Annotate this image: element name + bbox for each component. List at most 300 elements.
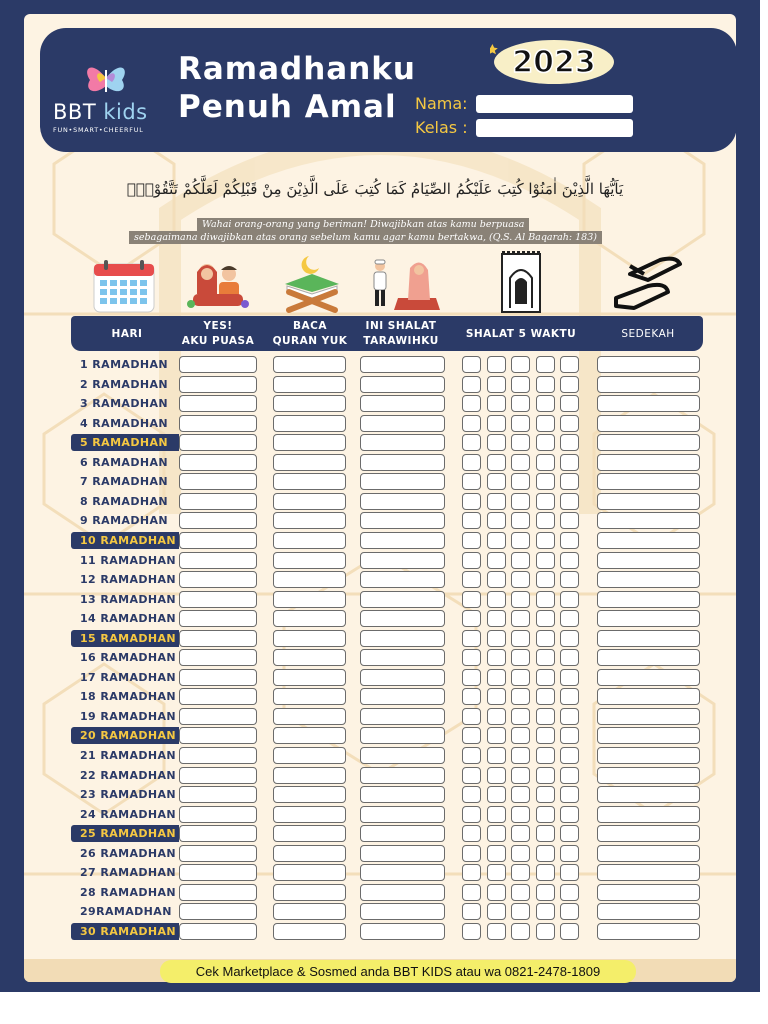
quran-box[interactable] bbox=[273, 903, 346, 920]
shalat-maghrib-checkbox[interactable] bbox=[536, 923, 555, 940]
sedekah-box[interactable] bbox=[597, 415, 700, 432]
shalat-ashar-checkbox[interactable] bbox=[511, 395, 530, 412]
puasa-box[interactable] bbox=[179, 610, 257, 627]
sedekah-box[interactable] bbox=[597, 688, 700, 705]
table-row bbox=[0, 688, 768, 708]
shalat-ashar-checkbox[interactable] bbox=[511, 571, 530, 588]
day-label: 24 RAMADHAN bbox=[80, 807, 177, 821]
tarawih-box[interactable] bbox=[360, 473, 445, 490]
shalat-maghrib-checkbox[interactable] bbox=[536, 454, 555, 471]
shalat-dzuhur-checkbox[interactable] bbox=[487, 884, 506, 901]
puasa-box[interactable] bbox=[179, 708, 257, 725]
translation-line-1: Wahai orang-orang yang beriman! Diwajibkan atas kamu berpuasa bbox=[197, 218, 529, 231]
shalat-ashar-checkbox[interactable] bbox=[511, 376, 530, 393]
shalat-dzuhur-checkbox[interactable] bbox=[487, 356, 506, 373]
puasa-box[interactable] bbox=[179, 786, 257, 803]
shalat-maghrib-checkbox[interactable] bbox=[536, 864, 555, 881]
day-label: 12 RAMADHAN bbox=[80, 573, 177, 587]
sedekah-box[interactable] bbox=[597, 552, 700, 569]
sedekah-box[interactable] bbox=[597, 512, 700, 529]
shalat-dzuhur-checkbox[interactable] bbox=[487, 708, 506, 725]
sedekah-box[interactable] bbox=[597, 767, 700, 784]
puasa-box[interactable] bbox=[179, 767, 257, 784]
table-row bbox=[0, 864, 768, 884]
shalat-isya-checkbox[interactable] bbox=[560, 552, 579, 569]
shalat-dzuhur-checkbox[interactable] bbox=[487, 767, 506, 784]
shalat-isya-checkbox[interactable] bbox=[560, 493, 579, 510]
shalat-maghrib-checkbox[interactable] bbox=[536, 630, 555, 647]
tarawih-box[interactable] bbox=[360, 591, 445, 608]
puasa-box[interactable] bbox=[179, 395, 257, 412]
sedekah-box[interactable] bbox=[597, 591, 700, 608]
puasa-box[interactable] bbox=[179, 923, 257, 940]
sedekah-box[interactable] bbox=[597, 376, 700, 393]
shalat-ashar-checkbox[interactable] bbox=[511, 356, 530, 373]
shalat-dzuhur-checkbox[interactable] bbox=[487, 630, 506, 647]
shalat-dzuhur-checkbox[interactable] bbox=[487, 473, 506, 490]
sedekah-box[interactable] bbox=[597, 630, 700, 647]
day-label: 22 RAMADHAN bbox=[80, 768, 177, 782]
sedekah-box[interactable] bbox=[597, 669, 700, 686]
tarawih-box[interactable] bbox=[360, 376, 445, 393]
quran-stand-icon bbox=[279, 252, 345, 314]
puasa-box[interactable] bbox=[179, 630, 257, 647]
table-row bbox=[0, 747, 768, 767]
shalat-ashar-checkbox[interactable] bbox=[511, 786, 530, 803]
shalat-subuh-checkbox[interactable] bbox=[462, 727, 481, 744]
quran-box[interactable] bbox=[273, 767, 346, 784]
day-label: 27 RAMADHAN bbox=[80, 866, 177, 880]
table-row bbox=[0, 923, 768, 943]
shalat-maghrib-checkbox[interactable] bbox=[536, 903, 555, 920]
shalat-maghrib-checkbox[interactable] bbox=[536, 669, 555, 686]
shalat-ashar-checkbox[interactable] bbox=[511, 669, 530, 686]
shalat-dzuhur-checkbox[interactable] bbox=[487, 395, 506, 412]
tarawih-box[interactable] bbox=[360, 903, 445, 920]
shalat-isya-checkbox[interactable] bbox=[560, 864, 579, 881]
puasa-box[interactable] bbox=[179, 845, 257, 862]
shalat-ashar-checkbox[interactable] bbox=[511, 610, 530, 627]
shalat-ashar-checkbox[interactable] bbox=[511, 688, 530, 705]
shalat-isya-checkbox[interactable] bbox=[560, 806, 579, 823]
shalat-maghrib-checkbox[interactable] bbox=[536, 806, 555, 823]
shalat-isya-checkbox[interactable] bbox=[560, 669, 579, 686]
tarawih-box[interactable] bbox=[360, 864, 445, 881]
shalat-ashar-checkbox[interactable] bbox=[511, 845, 530, 862]
shalat-dzuhur-checkbox[interactable] bbox=[487, 806, 506, 823]
shalat-subuh-checkbox[interactable] bbox=[462, 688, 481, 705]
quran-box[interactable] bbox=[273, 845, 346, 862]
quran-box[interactable] bbox=[273, 356, 346, 373]
shalat-maghrib-checkbox[interactable] bbox=[536, 571, 555, 588]
shalat-subuh-checkbox[interactable] bbox=[462, 610, 481, 627]
puasa-box[interactable] bbox=[179, 727, 257, 744]
shalat-dzuhur-checkbox[interactable] bbox=[487, 454, 506, 471]
shalat-dzuhur-checkbox[interactable] bbox=[487, 552, 506, 569]
quran-box[interactable] bbox=[273, 376, 346, 393]
quran-box[interactable] bbox=[273, 727, 346, 744]
tarawih-box[interactable] bbox=[360, 688, 445, 705]
shalat-isya-checkbox[interactable] bbox=[560, 376, 579, 393]
tarawih-box[interactable] bbox=[360, 786, 445, 803]
tarawih-box[interactable] bbox=[360, 649, 445, 666]
tarawih-box[interactable] bbox=[360, 571, 445, 588]
shalat-ashar-checkbox[interactable] bbox=[511, 767, 530, 784]
shalat-maghrib-checkbox[interactable] bbox=[536, 552, 555, 569]
quran-box[interactable] bbox=[273, 864, 346, 881]
shalat-subuh-checkbox[interactable] bbox=[462, 825, 481, 842]
puasa-box[interactable] bbox=[179, 434, 257, 451]
day-label: 7 RAMADHAN bbox=[80, 475, 168, 489]
shalat-subuh-checkbox[interactable] bbox=[462, 923, 481, 940]
table-row bbox=[0, 512, 768, 532]
quran-box[interactable] bbox=[273, 708, 346, 725]
tarawih-box[interactable] bbox=[360, 356, 445, 373]
sedekah-box[interactable] bbox=[597, 356, 700, 373]
shalat-isya-checkbox[interactable] bbox=[560, 630, 579, 647]
puasa-box[interactable] bbox=[179, 903, 257, 920]
shalat-isya-checkbox[interactable] bbox=[560, 747, 579, 764]
shalat-dzuhur-checkbox[interactable] bbox=[487, 825, 506, 842]
tarawih-box[interactable] bbox=[360, 610, 445, 627]
shalat-subuh-checkbox[interactable] bbox=[462, 591, 481, 608]
shalat-isya-checkbox[interactable] bbox=[560, 923, 579, 940]
shalat-subuh-checkbox[interactable] bbox=[462, 395, 481, 412]
kelas-field[interactable] bbox=[476, 119, 633, 137]
tarawih-box[interactable] bbox=[360, 454, 445, 471]
col-quran-line-2: QURAN YUK bbox=[272, 335, 348, 347]
shalat-dzuhur-checkbox[interactable] bbox=[487, 727, 506, 744]
day-label: 13 RAMADHAN bbox=[80, 592, 177, 606]
sedekah-box[interactable] bbox=[597, 825, 700, 842]
shalat-subuh-checkbox[interactable] bbox=[462, 786, 481, 803]
shalat-subuh-checkbox[interactable] bbox=[462, 512, 481, 529]
shalat-ashar-checkbox[interactable] bbox=[511, 434, 530, 451]
shalat-isya-checkbox[interactable] bbox=[560, 786, 579, 803]
quran-box[interactable] bbox=[273, 532, 346, 549]
shalat-maghrib-checkbox[interactable] bbox=[536, 473, 555, 490]
shalat-subuh-checkbox[interactable] bbox=[462, 415, 481, 432]
table-row bbox=[0, 630, 768, 650]
shalat-subuh-checkbox[interactable] bbox=[462, 376, 481, 393]
puasa-box[interactable] bbox=[179, 356, 257, 373]
quran-box[interactable] bbox=[273, 552, 346, 569]
sedekah-box[interactable] bbox=[597, 708, 700, 725]
sedekah-box[interactable] bbox=[597, 923, 700, 940]
quran-box[interactable] bbox=[273, 669, 346, 686]
shalat-maghrib-checkbox[interactable] bbox=[536, 884, 555, 901]
quran-box[interactable] bbox=[273, 747, 346, 764]
quran-box[interactable] bbox=[273, 571, 346, 588]
shalat-isya-checkbox[interactable] bbox=[560, 415, 579, 432]
sedekah-box[interactable] bbox=[597, 610, 700, 627]
tarawih-box[interactable] bbox=[360, 708, 445, 725]
shalat-ashar-checkbox[interactable] bbox=[511, 708, 530, 725]
shalat-subuh-checkbox[interactable] bbox=[462, 630, 481, 647]
shalat-maghrib-checkbox[interactable] bbox=[536, 610, 555, 627]
shalat-maghrib-checkbox[interactable] bbox=[536, 356, 555, 373]
sedekah-box[interactable] bbox=[597, 903, 700, 920]
brand-name-a: BBT bbox=[53, 100, 104, 124]
shalat-dzuhur-checkbox[interactable] bbox=[487, 649, 506, 666]
tarawih-box[interactable] bbox=[360, 747, 445, 764]
shalat-subuh-checkbox[interactable] bbox=[462, 845, 481, 862]
quran-box[interactable] bbox=[273, 395, 346, 412]
quran-box[interactable] bbox=[273, 473, 346, 490]
sedekah-box[interactable] bbox=[597, 884, 700, 901]
shalat-dzuhur-checkbox[interactable] bbox=[487, 903, 506, 920]
shalat-subuh-checkbox[interactable] bbox=[462, 493, 481, 510]
shalat-ashar-checkbox[interactable] bbox=[511, 512, 530, 529]
quran-box[interactable] bbox=[273, 806, 346, 823]
sedekah-box[interactable] bbox=[597, 571, 700, 588]
shalat-isya-checkbox[interactable] bbox=[560, 571, 579, 588]
shalat-subuh-checkbox[interactable] bbox=[462, 747, 481, 764]
shalat-subuh-checkbox[interactable] bbox=[462, 532, 481, 549]
quran-box[interactable] bbox=[273, 415, 346, 432]
shalat-ashar-checkbox[interactable] bbox=[511, 415, 530, 432]
puasa-box[interactable] bbox=[179, 864, 257, 881]
shalat-subuh-checkbox[interactable] bbox=[462, 552, 481, 569]
shalat-maghrib-checkbox[interactable] bbox=[536, 786, 555, 803]
table-row bbox=[0, 727, 768, 747]
puasa-box[interactable] bbox=[179, 825, 257, 842]
shalat-maghrib-checkbox[interactable] bbox=[536, 434, 555, 451]
shalat-isya-checkbox[interactable] bbox=[560, 454, 579, 471]
shalat-dzuhur-checkbox[interactable] bbox=[487, 610, 506, 627]
puasa-box[interactable] bbox=[179, 512, 257, 529]
sedekah-box[interactable] bbox=[597, 727, 700, 744]
sedekah-box[interactable] bbox=[597, 454, 700, 471]
puasa-box[interactable] bbox=[179, 454, 257, 471]
sedekah-box[interactable] bbox=[597, 864, 700, 881]
shalat-subuh-checkbox[interactable] bbox=[462, 454, 481, 471]
tarawih-box[interactable] bbox=[360, 434, 445, 451]
shalat-ashar-checkbox[interactable] bbox=[511, 884, 530, 901]
shalat-ashar-checkbox[interactable] bbox=[511, 454, 530, 471]
shalat-dzuhur-checkbox[interactable] bbox=[487, 591, 506, 608]
puasa-box[interactable] bbox=[179, 473, 257, 490]
shalat-ashar-checkbox[interactable] bbox=[511, 630, 530, 647]
tarawih-box[interactable] bbox=[360, 884, 445, 901]
shalat-isya-checkbox[interactable] bbox=[560, 473, 579, 490]
puasa-box[interactable] bbox=[179, 532, 257, 549]
quran-box[interactable] bbox=[273, 825, 346, 842]
day-label: 28 RAMADHAN bbox=[80, 885, 177, 899]
puasa-box[interactable] bbox=[179, 376, 257, 393]
quran-box[interactable] bbox=[273, 610, 346, 627]
shalat-subuh-checkbox[interactable] bbox=[462, 903, 481, 920]
shalat-maghrib-checkbox[interactable] bbox=[536, 493, 555, 510]
tarawih-box[interactable] bbox=[360, 845, 445, 862]
shalat-subuh-checkbox[interactable] bbox=[462, 864, 481, 881]
shalat-isya-checkbox[interactable] bbox=[560, 903, 579, 920]
shalat-ashar-checkbox[interactable] bbox=[511, 532, 530, 549]
shalat-ashar-checkbox[interactable] bbox=[511, 923, 530, 940]
shalat-dzuhur-checkbox[interactable] bbox=[487, 923, 506, 940]
shalat-dzuhur-checkbox[interactable] bbox=[487, 532, 506, 549]
shalat-isya-checkbox[interactable] bbox=[560, 532, 579, 549]
nama-field[interactable] bbox=[476, 95, 633, 113]
quran-box[interactable] bbox=[273, 493, 346, 510]
tarawih-box[interactable] bbox=[360, 552, 445, 569]
shalat-isya-checkbox[interactable] bbox=[560, 708, 579, 725]
shalat-isya-checkbox[interactable] bbox=[560, 845, 579, 862]
shalat-maghrib-checkbox[interactable] bbox=[536, 767, 555, 784]
quran-box[interactable] bbox=[273, 884, 346, 901]
shalat-isya-checkbox[interactable] bbox=[560, 591, 579, 608]
shalat-isya-checkbox[interactable] bbox=[560, 610, 579, 627]
sedekah-box[interactable] bbox=[597, 806, 700, 823]
shalat-dzuhur-checkbox[interactable] bbox=[487, 415, 506, 432]
sedekah-box[interactable] bbox=[597, 845, 700, 862]
puasa-box[interactable] bbox=[179, 552, 257, 569]
puasa-box[interactable] bbox=[179, 669, 257, 686]
shalat-subuh-checkbox[interactable] bbox=[462, 356, 481, 373]
table-row bbox=[0, 708, 768, 728]
puasa-box[interactable] bbox=[179, 884, 257, 901]
shalat-subuh-checkbox[interactable] bbox=[462, 767, 481, 784]
shalat-subuh-checkbox[interactable] bbox=[462, 571, 481, 588]
shalat-isya-checkbox[interactable] bbox=[560, 727, 579, 744]
shalat-maghrib-checkbox[interactable] bbox=[536, 708, 555, 725]
table-row bbox=[0, 395, 768, 415]
shalat-maghrib-checkbox[interactable] bbox=[536, 415, 555, 432]
tarawih-box[interactable] bbox=[360, 512, 445, 529]
shalat-maghrib-checkbox[interactable] bbox=[536, 376, 555, 393]
shalat-ashar-checkbox[interactable] bbox=[511, 747, 530, 764]
quran-box[interactable] bbox=[273, 923, 346, 940]
tarawih-box[interactable] bbox=[360, 415, 445, 432]
shalat-isya-checkbox[interactable] bbox=[560, 395, 579, 412]
sedekah-box[interactable] bbox=[597, 434, 700, 451]
quran-box[interactable] bbox=[273, 649, 346, 666]
tarawih-box[interactable] bbox=[360, 669, 445, 686]
tarawih-box[interactable] bbox=[360, 923, 445, 940]
quran-box[interactable] bbox=[273, 591, 346, 608]
shalat-dzuhur-checkbox[interactable] bbox=[487, 747, 506, 764]
shalat-dzuhur-checkbox[interactable] bbox=[487, 512, 506, 529]
table-row bbox=[0, 610, 768, 630]
shalat-isya-checkbox[interactable] bbox=[560, 688, 579, 705]
shalat-subuh-checkbox[interactable] bbox=[462, 649, 481, 666]
tarawih-box[interactable] bbox=[360, 825, 445, 842]
puasa-box[interactable] bbox=[179, 415, 257, 432]
table-row bbox=[0, 884, 768, 904]
year-badge bbox=[490, 34, 618, 90]
shalat-isya-checkbox[interactable] bbox=[560, 767, 579, 784]
shalat-isya-checkbox[interactable] bbox=[560, 512, 579, 529]
quran-box[interactable] bbox=[273, 630, 346, 647]
tarawih-box[interactable] bbox=[360, 395, 445, 412]
shalat-subuh-checkbox[interactable] bbox=[462, 806, 481, 823]
shalat-maghrib-checkbox[interactable] bbox=[536, 395, 555, 412]
tarawih-box[interactable] bbox=[360, 532, 445, 549]
shalat-subuh-checkbox[interactable] bbox=[462, 708, 481, 725]
shalat-dzuhur-checkbox[interactable] bbox=[487, 669, 506, 686]
sedekah-box[interactable] bbox=[597, 786, 700, 803]
shalat-dzuhur-checkbox[interactable] bbox=[487, 786, 506, 803]
footer-banner: Cek Marketplace & Sosmed anda BBT KIDS atau wa 0821-2478-1809 bbox=[160, 960, 636, 983]
shalat-maghrib-checkbox[interactable] bbox=[536, 845, 555, 862]
shalat-isya-checkbox[interactable] bbox=[560, 356, 579, 373]
shalat-subuh-checkbox[interactable] bbox=[462, 884, 481, 901]
sedekah-box[interactable] bbox=[597, 747, 700, 764]
tarawih-box[interactable] bbox=[360, 727, 445, 744]
shalat-isya-checkbox[interactable] bbox=[560, 825, 579, 842]
quran-box[interactable] bbox=[273, 512, 346, 529]
shalat-dzuhur-checkbox[interactable] bbox=[487, 864, 506, 881]
shalat-isya-checkbox[interactable] bbox=[560, 434, 579, 451]
shalat-maghrib-checkbox[interactable] bbox=[536, 512, 555, 529]
shalat-subuh-checkbox[interactable] bbox=[462, 473, 481, 490]
tarawih-box[interactable] bbox=[360, 806, 445, 823]
shalat-ashar-checkbox[interactable] bbox=[511, 591, 530, 608]
table-row bbox=[0, 356, 768, 376]
shalat-dzuhur-checkbox[interactable] bbox=[487, 845, 506, 862]
puasa-box[interactable] bbox=[179, 493, 257, 510]
sedekah-box[interactable] bbox=[597, 493, 700, 510]
sedekah-box[interactable] bbox=[597, 649, 700, 666]
puasa-box[interactable] bbox=[179, 806, 257, 823]
tarawih-box[interactable] bbox=[360, 630, 445, 647]
sedekah-box[interactable] bbox=[597, 473, 700, 490]
shalat-subuh-checkbox[interactable] bbox=[462, 669, 481, 686]
shalat-maghrib-checkbox[interactable] bbox=[536, 727, 555, 744]
quran-box[interactable] bbox=[273, 454, 346, 471]
sedekah-box[interactable] bbox=[597, 395, 700, 412]
shalat-maghrib-checkbox[interactable] bbox=[536, 649, 555, 666]
shalat-maghrib-checkbox[interactable] bbox=[536, 688, 555, 705]
table-row bbox=[0, 376, 768, 396]
shalat-ashar-checkbox[interactable] bbox=[511, 493, 530, 510]
shalat-maghrib-checkbox[interactable] bbox=[536, 591, 555, 608]
shalat-isya-checkbox[interactable] bbox=[560, 649, 579, 666]
shalat-ashar-checkbox[interactable] bbox=[511, 806, 530, 823]
puasa-box[interactable] bbox=[179, 571, 257, 588]
shalat-maghrib-checkbox[interactable] bbox=[536, 532, 555, 549]
tarawih-box[interactable] bbox=[360, 767, 445, 784]
puasa-box[interactable] bbox=[179, 649, 257, 666]
shalat-maghrib-checkbox[interactable] bbox=[536, 825, 555, 842]
shalat-dzuhur-checkbox[interactable] bbox=[487, 688, 506, 705]
shalat-dzuhur-checkbox[interactable] bbox=[487, 376, 506, 393]
quran-box[interactable] bbox=[273, 688, 346, 705]
shalat-dzuhur-checkbox[interactable] bbox=[487, 571, 506, 588]
puasa-box[interactable] bbox=[179, 747, 257, 764]
shalat-ashar-checkbox[interactable] bbox=[511, 649, 530, 666]
translation-line-2: sebagaimana diwajibkan atas orang sebelum kamu agar kamu bertakwa, (Q.S. Al Baqarah: 183) bbox=[129, 231, 602, 244]
tarawih-box[interactable] bbox=[360, 493, 445, 510]
shalat-ashar-checkbox[interactable] bbox=[511, 903, 530, 920]
puasa-box[interactable] bbox=[179, 591, 257, 608]
shalat-subuh-checkbox[interactable] bbox=[462, 434, 481, 451]
shalat-ashar-checkbox[interactable] bbox=[511, 864, 530, 881]
shalat-dzuhur-checkbox[interactable] bbox=[487, 493, 506, 510]
shalat-dzuhur-checkbox[interactable] bbox=[487, 434, 506, 451]
day-label: 25 RAMADHAN bbox=[80, 827, 177, 841]
shalat-ashar-checkbox[interactable] bbox=[511, 473, 530, 490]
shalat-maghrib-checkbox[interactable] bbox=[536, 747, 555, 764]
shalat-ashar-checkbox[interactable] bbox=[511, 825, 530, 842]
quran-box[interactable] bbox=[273, 434, 346, 451]
quran-box[interactable] bbox=[273, 786, 346, 803]
shalat-isya-checkbox[interactable] bbox=[560, 884, 579, 901]
shalat-ashar-checkbox[interactable] bbox=[511, 552, 530, 569]
shalat-ashar-checkbox[interactable] bbox=[511, 727, 530, 744]
sedekah-box[interactable] bbox=[597, 532, 700, 549]
puasa-box[interactable] bbox=[179, 688, 257, 705]
